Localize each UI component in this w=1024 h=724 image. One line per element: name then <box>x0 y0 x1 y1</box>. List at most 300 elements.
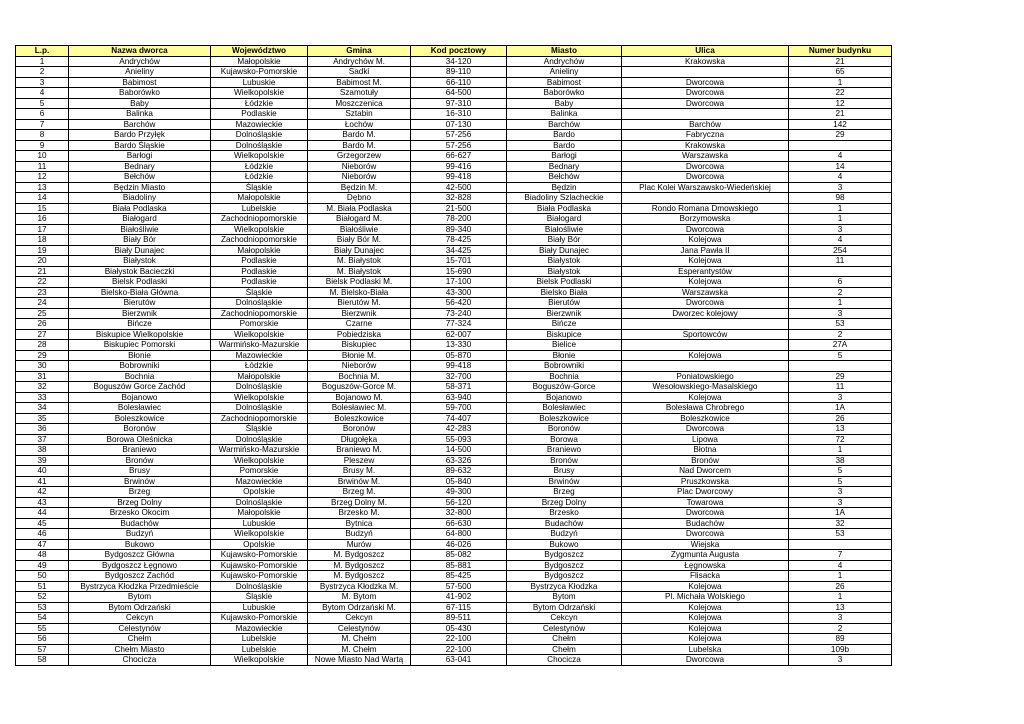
cell-city: Bednary <box>507 161 622 172</box>
cell-lp: 31 <box>16 371 69 382</box>
cell-lp: 53 <box>16 602 69 613</box>
cell-street: Dworcowa <box>622 655 789 666</box>
cell-municipality: Bielsk Podlaski M. <box>308 277 411 288</box>
cell-station-name: Bystrzyca Kłodzka Przedmieście <box>69 581 211 592</box>
cell-voivodeship: Śląskie <box>211 287 308 298</box>
cell-station-name: Bielsko-Biała Główna <box>69 287 211 298</box>
table-row <box>16 172 892 183</box>
cell-voivodeship: Łódzkie <box>211 172 308 183</box>
cell-building-number: 29 <box>789 130 892 141</box>
cell-lp: 40 <box>16 466 69 477</box>
cell-station-name: Bednary <box>69 161 211 172</box>
cell-station-name: Babimost <box>69 77 211 88</box>
cell-street: Budachów <box>622 518 789 529</box>
cell-city: Balinka <box>507 109 622 120</box>
cell-city: Brzesko <box>507 508 622 519</box>
cell-municipality: Murów <box>308 539 411 550</box>
cell-voivodeship: Dolnośląskie <box>211 140 308 151</box>
cell-street: Dworcowa <box>622 77 789 88</box>
cell-municipality: Szamotuły <box>308 88 411 99</box>
table-row <box>16 98 892 109</box>
cell-voivodeship: Podlaskie <box>211 277 308 288</box>
table-row <box>16 476 892 487</box>
cell-city: Bielice <box>507 340 622 351</box>
cell-postal-code: 66-630 <box>411 518 507 529</box>
cell-station-name: Brzesko Okocim <box>69 508 211 519</box>
cell-voivodeship: Opolskie <box>211 487 308 498</box>
cell-building-number: 26 <box>789 581 892 592</box>
cell-voivodeship: Zachodniopomorskie <box>211 214 308 225</box>
cell-city: Brzeg <box>507 487 622 498</box>
cell-city: Brwinów <box>507 476 622 487</box>
cell-building-number: 6 <box>789 277 892 288</box>
cell-station-name: Białystok <box>69 256 211 267</box>
table-row <box>16 151 892 162</box>
cell-lp: 27 <box>16 329 69 340</box>
table-row <box>16 623 892 634</box>
cell-street: Poniatowskiego <box>622 371 789 382</box>
cell-municipality: Błonie M. <box>308 350 411 361</box>
table-row <box>16 592 892 603</box>
cell-station-name: Barchów <box>69 119 211 130</box>
cell-station-name: Bydgoszcz Zachód <box>69 571 211 582</box>
cell-station-name: Brwinów <box>69 476 211 487</box>
cell-postal-code: 58-371 <box>411 382 507 393</box>
cell-postal-code: 55-093 <box>411 434 507 445</box>
cell-postal-code: 22-100 <box>411 634 507 645</box>
table-row <box>16 350 892 361</box>
cell-city: Boleszkowice <box>507 413 622 424</box>
cell-street: Flisacka <box>622 571 789 582</box>
cell-station-name: Błonie <box>69 350 211 361</box>
cell-station-name: Boguszów Gorce Zachód <box>69 382 211 393</box>
cell-voivodeship: Warmińsko-Mazurskie <box>211 340 308 351</box>
cell-municipality: Bierzwnik <box>308 308 411 319</box>
cell-voivodeship: Śląskie <box>211 182 308 193</box>
cell-street: Krakowska <box>622 56 789 67</box>
table-row <box>16 466 892 477</box>
cell-city: Bierzwnik <box>507 308 622 319</box>
cell-postal-code: 43-300 <box>411 287 507 298</box>
cell-postal-code: 66-110 <box>411 77 507 88</box>
cell-street: Błotna <box>622 445 789 456</box>
cell-voivodeship: Pomorskie <box>211 466 308 477</box>
cell-station-name: Baby <box>69 98 211 109</box>
cell-building-number: 1 <box>789 592 892 603</box>
cell-municipality: M. Bydgoszcz <box>308 560 411 571</box>
cell-lp: 48 <box>16 550 69 561</box>
cell-postal-code: 56-420 <box>411 298 507 309</box>
cell-municipality: Dębno <box>308 193 411 204</box>
cell-station-name: Bierzwnik <box>69 308 211 319</box>
cell-lp: 5 <box>16 98 69 109</box>
cell-voivodeship: Kujawsko-Pomorskie <box>211 560 308 571</box>
cell-street: Dworcowa <box>622 88 789 99</box>
cell-municipality: Długołęka <box>308 434 411 445</box>
cell-building-number: 3 <box>789 308 892 319</box>
cell-city: Boguszów-Gorce <box>507 382 622 393</box>
cell-voivodeship: Pomorskie <box>211 319 308 330</box>
cell-municipality: Brzesko M. <box>308 508 411 519</box>
cell-building-number: 98 <box>789 193 892 204</box>
column-header-station-name: Nazwa dworca <box>69 46 211 57</box>
cell-building-number: 2 <box>789 329 892 340</box>
cell-city: Barłogi <box>507 151 622 162</box>
cell-voivodeship: Warmińsko-Mazurskie <box>211 445 308 456</box>
column-header-building-number: Numer budynku <box>789 46 892 57</box>
cell-city: Baborówko <box>507 88 622 99</box>
cell-station-name: Chocicza <box>69 655 211 666</box>
cell-building-number: 4 <box>789 235 892 246</box>
cell-station-name: Anieliny <box>69 67 211 78</box>
stations-table <box>15 45 892 666</box>
cell-station-name: Bojanowo <box>69 392 211 403</box>
cell-lp: 46 <box>16 529 69 540</box>
cell-street: Barchów <box>622 119 789 130</box>
cell-building-number <box>789 539 892 550</box>
cell-street: Bolesława Chrobrego <box>622 403 789 414</box>
cell-city: Bielsk Podlaski <box>507 277 622 288</box>
cell-city: Budzyń <box>507 529 622 540</box>
table-row <box>16 581 892 592</box>
spreadsheet <box>15 45 891 666</box>
table-row <box>16 224 892 235</box>
cell-voivodeship: Dolnośląskie <box>211 581 308 592</box>
cell-street: Dworcowa <box>622 298 789 309</box>
cell-postal-code: 59-700 <box>411 403 507 414</box>
cell-voivodeship: Dolnośląskie <box>211 382 308 393</box>
cell-station-name: Białogard <box>69 214 211 225</box>
cell-lp: 2 <box>16 67 69 78</box>
cell-voivodeship: Lubuskie <box>211 518 308 529</box>
cell-city: Bukowo <box>507 539 622 550</box>
cell-lp: 42 <box>16 487 69 498</box>
cell-municipality: Nieborów <box>308 161 411 172</box>
cell-street: Kolejowa <box>622 392 789 403</box>
cell-voivodeship: Zachodniopomorskie <box>211 308 308 319</box>
cell-street: Plac Kolei Warszawsko-Wiedeńskiej <box>622 182 789 193</box>
cell-postal-code: 77-324 <box>411 319 507 330</box>
cell-building-number: 72 <box>789 434 892 445</box>
cell-building-number: 53 <box>789 319 892 330</box>
cell-postal-code: 41-902 <box>411 592 507 603</box>
cell-postal-code: 42-500 <box>411 182 507 193</box>
cell-municipality: Bystrzyca Kłodzka M. <box>308 581 411 592</box>
cell-lp: 32 <box>16 382 69 393</box>
cell-building-number: 12 <box>789 98 892 109</box>
cell-postal-code: 99-418 <box>411 172 507 183</box>
cell-voivodeship: Kujawsko-Pomorskie <box>211 571 308 582</box>
cell-street: Warszawska <box>622 151 789 162</box>
cell-municipality: Brzeg Dolny M. <box>308 497 411 508</box>
cell-city: Biała Podlaska <box>507 203 622 214</box>
cell-station-name: Będzin Miasto <box>69 182 211 193</box>
table-row <box>16 203 892 214</box>
cell-street <box>622 340 789 351</box>
cell-lp: 11 <box>16 161 69 172</box>
cell-city: Andrychów <box>507 56 622 67</box>
cell-municipality: Bardo M. <box>308 140 411 151</box>
cell-building-number: 13 <box>789 424 892 435</box>
cell-city: Bolesławiec <box>507 403 622 414</box>
cell-station-name: Bydgoszcz Główna <box>69 550 211 561</box>
cell-lp: 19 <box>16 245 69 256</box>
cell-street: Towarowa <box>622 497 789 508</box>
cell-voivodeship: Lubuskie <box>211 602 308 613</box>
cell-city: Biadoliny Szlacheckie <box>507 193 622 204</box>
cell-municipality: Bytnica <box>308 518 411 529</box>
cell-municipality: M. Bydgoszcz <box>308 571 411 582</box>
cell-street: Pruszkowska <box>622 476 789 487</box>
cell-voivodeship: Śląskie <box>211 592 308 603</box>
cell-voivodeship: Lubelskie <box>211 634 308 645</box>
cell-municipality: Boguszów-Gorce M. <box>308 382 411 393</box>
cell-municipality: Bolesławiec M. <box>308 403 411 414</box>
cell-city: Celestynów <box>507 623 622 634</box>
cell-building-number: 2 <box>789 623 892 634</box>
cell-building-number: 5 <box>789 476 892 487</box>
cell-voivodeship: Zachodniopomorskie <box>211 235 308 246</box>
cell-station-name: Bolesławiec <box>69 403 211 414</box>
cell-voivodeship: Podlaskie <box>211 256 308 267</box>
cell-station-name: Bierutów <box>69 298 211 309</box>
cell-city: Barchów <box>507 119 622 130</box>
cell-voivodeship: Kujawsko-Pomorskie <box>211 67 308 78</box>
cell-municipality: Nieborów <box>308 172 411 183</box>
cell-municipality: Andrychów M. <box>308 56 411 67</box>
cell-postal-code: 15-690 <box>411 266 507 277</box>
cell-building-number: 21 <box>789 109 892 120</box>
cell-city: Chełm <box>507 634 622 645</box>
cell-voivodeship: Wielkopolskie <box>211 329 308 340</box>
cell-lp: 10 <box>16 151 69 162</box>
cell-lp: 44 <box>16 508 69 519</box>
cell-station-name: Bielsk Podlaski <box>69 277 211 288</box>
cell-lp: 47 <box>16 539 69 550</box>
cell-city: Bobrowniki <box>507 361 622 372</box>
cell-postal-code: 32-800 <box>411 508 507 519</box>
cell-station-name: Brzeg <box>69 487 211 498</box>
cell-postal-code: 57-256 <box>411 130 507 141</box>
cell-voivodeship: Podlaskie <box>211 109 308 120</box>
cell-municipality: Czarne <box>308 319 411 330</box>
cell-postal-code: 07-130 <box>411 119 507 130</box>
cell-station-name: Biały Bór <box>69 235 211 246</box>
cell-station-name: Bytom Odrzański <box>69 602 211 613</box>
cell-municipality: M. Biała Podlaska <box>308 203 411 214</box>
cell-building-number: 89 <box>789 634 892 645</box>
cell-station-name: Biały Dunajec <box>69 245 211 256</box>
table-row <box>16 361 892 372</box>
cell-building-number: 1 <box>789 203 892 214</box>
cell-postal-code: 34-425 <box>411 245 507 256</box>
cell-voivodeship: Wielkopolskie <box>211 88 308 99</box>
cell-postal-code: 05-840 <box>411 476 507 487</box>
cell-voivodeship: Małopolskie <box>211 371 308 382</box>
cell-voivodeship: Dolnośląskie <box>211 298 308 309</box>
cell-postal-code: 13-330 <box>411 340 507 351</box>
cell-station-name: Brusy <box>69 466 211 477</box>
cell-station-name: Cekcyn <box>69 613 211 624</box>
table-row <box>16 539 892 550</box>
cell-city: Błonie <box>507 350 622 361</box>
cell-municipality: Biały Bór M. <box>308 235 411 246</box>
cell-building-number: 27A <box>789 340 892 351</box>
cell-postal-code: 99-418 <box>411 361 507 372</box>
cell-city: Baby <box>507 98 622 109</box>
cell-lp: 39 <box>16 455 69 466</box>
table-row <box>16 571 892 582</box>
cell-municipality: M. Chełm <box>308 634 411 645</box>
cell-street <box>622 67 789 78</box>
cell-lp: 50 <box>16 571 69 582</box>
cell-street: Dworcowa <box>622 161 789 172</box>
table-row <box>16 161 892 172</box>
cell-building-number: 29 <box>789 371 892 382</box>
cell-municipality: Brzeg M. <box>308 487 411 498</box>
cell-voivodeship: Łódzkie <box>211 361 308 372</box>
cell-voivodeship: Mazowieckie <box>211 119 308 130</box>
cell-lp: 41 <box>16 476 69 487</box>
cell-building-number: 109b <box>789 644 892 655</box>
cell-city: Białystok <box>507 256 622 267</box>
cell-street: Lipowa <box>622 434 789 445</box>
cell-municipality: Brusy M. <box>308 466 411 477</box>
cell-building-number: 142 <box>789 119 892 130</box>
cell-station-name: Celestynów <box>69 623 211 634</box>
cell-voivodeship: Mazowieckie <box>211 350 308 361</box>
table-row <box>16 424 892 435</box>
cell-municipality: Pobiedziska <box>308 329 411 340</box>
cell-municipality: Będzin M. <box>308 182 411 193</box>
cell-city: Babimost <box>507 77 622 88</box>
cell-municipality: Nieborów <box>308 361 411 372</box>
cell-postal-code: 67-115 <box>411 602 507 613</box>
cell-building-number: 4 <box>789 172 892 183</box>
table-row <box>16 256 892 267</box>
cell-postal-code: 42-283 <box>411 424 507 435</box>
cell-building-number: 22 <box>789 88 892 99</box>
cell-city: Bytom <box>507 592 622 603</box>
cell-municipality: Celestynów <box>308 623 411 634</box>
cell-municipality: Babimost M. <box>308 77 411 88</box>
cell-municipality: Bardo M. <box>308 130 411 141</box>
cell-municipality: M. Bydgoszcz <box>308 550 411 561</box>
table-row <box>16 602 892 613</box>
table-row <box>16 392 892 403</box>
cell-city: Bytom Odrzański <box>507 602 622 613</box>
cell-city: Biskupice <box>507 329 622 340</box>
table-row <box>16 245 892 256</box>
cell-lp: 29 <box>16 350 69 361</box>
cell-postal-code: 05-870 <box>411 350 507 361</box>
column-header-lp: L.p. <box>16 46 69 57</box>
cell-lp: 38 <box>16 445 69 456</box>
cell-city: Budachów <box>507 518 622 529</box>
cell-lp: 36 <box>16 424 69 435</box>
table-row <box>16 455 892 466</box>
cell-street: Pl. Michała Wolskiego <box>622 592 789 603</box>
cell-municipality: Bytom Odrzański M. <box>308 602 411 613</box>
cell-building-number: 1A <box>789 508 892 519</box>
cell-lp: 58 <box>16 655 69 666</box>
cell-station-name: Biskupiec Pomorski <box>69 340 211 351</box>
cell-street: Zygmunta Augusta <box>622 550 789 561</box>
cell-building-number: 1 <box>789 298 892 309</box>
cell-station-name: Chełm <box>69 634 211 645</box>
cell-lp: 8 <box>16 130 69 141</box>
cell-municipality: Bierutów M. <box>308 298 411 309</box>
cell-municipality: Moszczenica <box>308 98 411 109</box>
cell-building-number: 3 <box>789 613 892 624</box>
table-row <box>16 298 892 309</box>
table-row <box>16 109 892 120</box>
table-row <box>16 287 892 298</box>
cell-city: Biały Bór <box>507 235 622 246</box>
cell-street <box>622 361 789 372</box>
cell-building-number: 14 <box>789 161 892 172</box>
cell-voivodeship: Wielkopolskie <box>211 392 308 403</box>
cell-street: Kolejowa <box>622 581 789 592</box>
cell-municipality: Budzyń <box>308 529 411 540</box>
column-header-city: Miasto <box>507 46 622 57</box>
cell-postal-code: 49-300 <box>411 487 507 498</box>
cell-station-name: Andrychów <box>69 56 211 67</box>
cell-street: Borzymowska <box>622 214 789 225</box>
cell-city: Bielsko Biała <box>507 287 622 298</box>
cell-postal-code: 73-240 <box>411 308 507 319</box>
cell-lp: 13 <box>16 182 69 193</box>
cell-lp: 54 <box>16 613 69 624</box>
cell-voivodeship: Kujawsko-Pomorskie <box>211 613 308 624</box>
cell-street: Sportowców <box>622 329 789 340</box>
cell-postal-code: 64-800 <box>411 529 507 540</box>
cell-street: Kolejowa <box>622 613 789 624</box>
cell-street: Dworcowa <box>622 224 789 235</box>
cell-station-name: Bełchów <box>69 172 211 183</box>
cell-municipality: M. Bytom <box>308 592 411 603</box>
cell-building-number: 21 <box>789 56 892 67</box>
cell-municipality: Pleszew <box>308 455 411 466</box>
table-row <box>16 182 892 193</box>
cell-city: Bydgoszcz <box>507 550 622 561</box>
cell-postal-code: 32-828 <box>411 193 507 204</box>
cell-station-name: Białośliwie <box>69 224 211 235</box>
cell-station-name: Biała Podlaska <box>69 203 211 214</box>
cell-voivodeship: Wielkopolskie <box>211 655 308 666</box>
cell-building-number: 1 <box>789 77 892 88</box>
cell-street: Krakowska <box>622 140 789 151</box>
table-row <box>16 277 892 288</box>
cell-station-name: Baborówko <box>69 88 211 99</box>
cell-voivodeship: Małopolskie <box>211 56 308 67</box>
cell-street: Lubelska <box>622 644 789 655</box>
cell-lp: 30 <box>16 361 69 372</box>
cell-lp: 25 <box>16 308 69 319</box>
cell-postal-code: 05-430 <box>411 623 507 634</box>
cell-street: Warszawska <box>622 287 789 298</box>
cell-postal-code: 85-881 <box>411 560 507 571</box>
cell-building-number: 1A <box>789 403 892 414</box>
cell-building-number: 11 <box>789 382 892 393</box>
table-row <box>16 655 892 666</box>
cell-municipality: Biały Dunajec <box>308 245 411 256</box>
cell-building-number <box>789 266 892 277</box>
cell-lp: 15 <box>16 203 69 214</box>
cell-street: Łęgnowska <box>622 560 789 571</box>
cell-street: Kolejowa <box>622 235 789 246</box>
table-row <box>16 445 892 456</box>
